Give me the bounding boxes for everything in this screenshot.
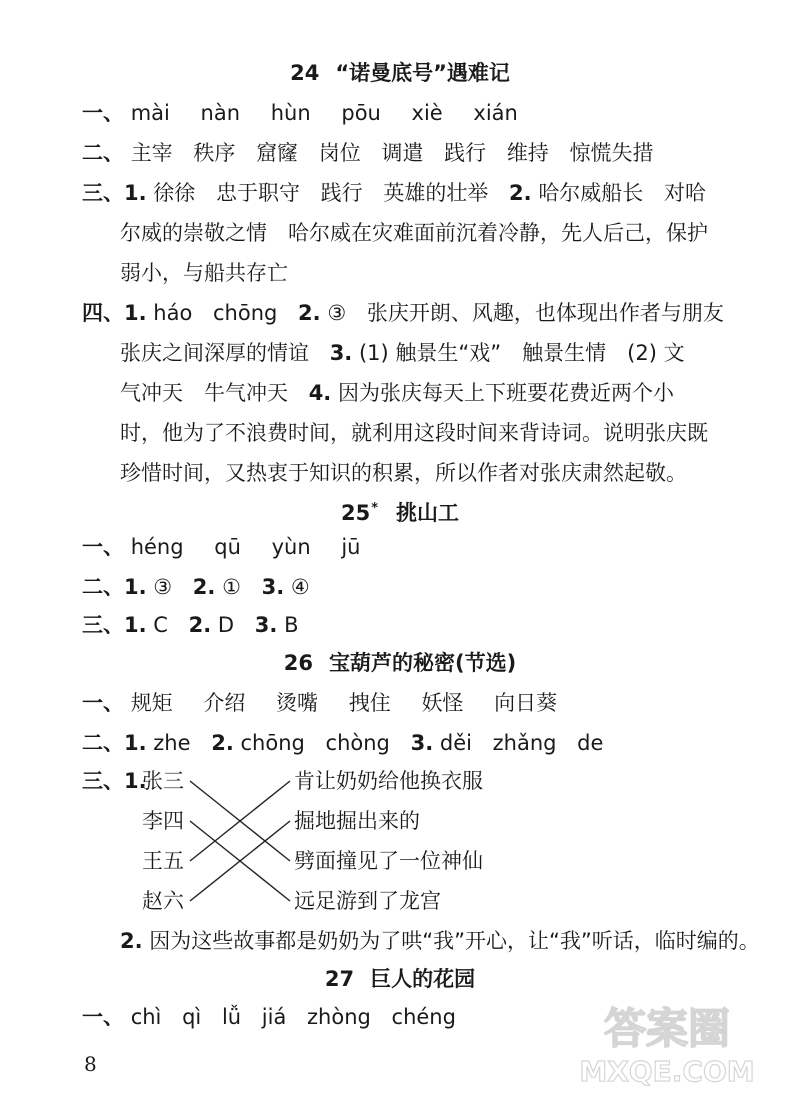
- answer-text: B: [284, 613, 299, 637]
- question-label: 一、: [82, 101, 124, 125]
- watermark-logo: [552, 993, 782, 1088]
- section-title-text: 宝葫芦的秘密(节选): [329, 651, 517, 675]
- section-27-title: [0, 964, 800, 994]
- item-number: 3.: [410, 731, 434, 755]
- item-number: 2.: [192, 575, 216, 599]
- pinyin-answer: chōng: [240, 731, 305, 755]
- pinyin-answer: xiè: [411, 101, 443, 125]
- svg-text:答案圈: 答案圈: [603, 1004, 731, 1053]
- pinyin-answer: chōng: [213, 301, 278, 325]
- pinyin-answer: xián: [473, 101, 518, 125]
- pinyin-answer: lǚ: [221, 1005, 242, 1029]
- word-answer: 拽住: [348, 691, 391, 715]
- item-number: 2.: [188, 613, 212, 637]
- pinyin-answer: nàn: [200, 101, 241, 125]
- answer-text: 英雄的壮举: [383, 181, 489, 205]
- match-left-item: 王五: [142, 849, 184, 873]
- s26-q3-item2: [120, 926, 760, 956]
- match-left-item: 张三: [142, 769, 184, 793]
- word-answer: 介绍: [203, 691, 246, 715]
- section-title-text: “诺曼底号”遇难记: [335, 61, 510, 85]
- pinyin-answer: héng: [130, 535, 184, 559]
- question-label: 三、: [82, 769, 124, 793]
- section-title-text: 挑山工: [396, 501, 460, 525]
- item-number: 1.: [124, 613, 147, 637]
- word-answer: 窟窿: [256, 141, 299, 165]
- pinyin-answer: qì: [182, 1005, 202, 1029]
- word-answer: 践行: [444, 141, 487, 165]
- s24-q4-cont4: 珍惜时间，又热衷于知识的积累，所以作者对张庆肃然起敬。: [120, 461, 687, 485]
- question-label: 一、: [82, 1005, 124, 1029]
- item-number: 3.: [261, 575, 285, 599]
- item-number: 2.: [509, 181, 532, 205]
- section-title-text: 巨人的花园: [370, 967, 476, 991]
- word-answer: 主宰: [130, 141, 173, 165]
- answer-text: 因为张庆每天上下班要花费近两个小: [337, 381, 674, 405]
- match-left-item: 赵六: [142, 889, 184, 913]
- word-answer: 规矩: [130, 691, 173, 715]
- answer-text: 因为这些故事都是奶奶为了哄“我”开心，让“我”听话，临时编的。: [149, 929, 760, 953]
- word-answer: 岗位: [318, 141, 361, 165]
- question-label: 二、: [82, 731, 124, 755]
- item-number: 1.: [124, 181, 147, 205]
- word-answer: 维持: [506, 141, 549, 165]
- item-number: 2.: [120, 929, 143, 953]
- match-right-item: 掘地掘出来的: [294, 809, 420, 833]
- question-label: 一、: [82, 691, 124, 715]
- pinyin-answer: pōu: [341, 101, 381, 125]
- match-right-item: 劈面撞见了一位神仙: [294, 849, 483, 873]
- section-number: 27: [324, 967, 355, 991]
- answer-text: 哈尔威船长: [538, 181, 644, 205]
- pinyin-answer: děi: [439, 731, 472, 755]
- pinyin-answer: zhǎng: [492, 731, 557, 755]
- item-number: 2.: [298, 301, 321, 325]
- answer-text: ④: [290, 575, 310, 599]
- item-number: 1.: [124, 575, 147, 599]
- pinyin-answer: zhe: [153, 731, 191, 755]
- s24-q3-cont1: 尔威的崇敬之情 哈尔威在灾难面前沉着冷静，先人后己，保护: [120, 221, 708, 245]
- s24-q3-cont2: 弱小，与船共存亡: [120, 261, 288, 285]
- answer-text: C: [153, 613, 168, 637]
- item-number: 3.: [254, 613, 278, 637]
- word-answer: 妖怪: [421, 691, 464, 715]
- word-answer: 烫嘴: [276, 691, 319, 715]
- answer-text: 对哈: [664, 181, 706, 205]
- item-number: 1.: [124, 301, 147, 325]
- word-answer: 调遣: [381, 141, 424, 165]
- pinyin-answer: jiá: [261, 1005, 287, 1029]
- item-number: 2.: [211, 731, 234, 755]
- word-answer: 惊慌失措: [569, 141, 654, 165]
- answer-text: 张庆之间深厚的情谊: [120, 341, 309, 365]
- page-number: 8: [84, 1052, 97, 1076]
- question-label: 四、: [82, 301, 124, 325]
- word-answer: 向日葵: [494, 691, 558, 715]
- optional-star-mark: *: [371, 501, 379, 516]
- item-number: 1.: [124, 769, 147, 793]
- question-label: 三、: [82, 613, 124, 637]
- pinyin-answer: háo: [153, 301, 193, 325]
- word-answer: 秩序: [193, 141, 236, 165]
- answer-text: ③: [327, 301, 347, 325]
- answer-text: 张庆开朗、风趣，也体现出作者与朋友: [366, 301, 724, 325]
- answer-text: 践行: [320, 181, 363, 205]
- item-number: 3.: [329, 341, 353, 365]
- pinyin-answer: chì: [130, 1005, 162, 1029]
- item-number: 4.: [308, 381, 332, 405]
- answer-text: (1) 触景生“戏” 触景生情 (2) 文: [358, 341, 685, 365]
- pinyin-answer: chéng: [391, 1005, 456, 1029]
- svg-text:MXQE.COM: MXQE.COM: [579, 1055, 755, 1088]
- pinyin-answer: chòng: [325, 731, 390, 755]
- section-number: 26: [283, 651, 314, 675]
- question-label: 三、: [82, 181, 124, 205]
- match-right-item: 远足游到了龙宫: [294, 889, 441, 913]
- question-label: 二、: [82, 141, 124, 165]
- pinyin-answer: jū: [341, 535, 361, 559]
- answer-text: D: [217, 613, 235, 637]
- pinyin-answer: hùn: [270, 101, 311, 125]
- s24-q4-cont3: 时，他为了不浪费时间，就利用这段时间来背诗词。说明张庆既: [120, 421, 708, 445]
- question-label: 一、: [82, 535, 124, 559]
- pinyin-answer: zhòng: [307, 1005, 371, 1029]
- pinyin-answer: de: [577, 731, 604, 755]
- answer-text: 忠于职守: [215, 181, 300, 205]
- pinyin-answer: mài: [130, 101, 170, 125]
- answer-text: 徐徐: [153, 181, 196, 205]
- section-number: 24: [290, 61, 320, 85]
- item-number: 1.: [124, 731, 147, 755]
- question-label: 二、: [82, 575, 124, 599]
- pinyin-answer: yùn: [271, 535, 311, 559]
- match-left-item: 李四: [142, 809, 184, 833]
- answer-text: ③: [153, 575, 173, 599]
- pinyin-answer: qū: [214, 535, 241, 559]
- answer-text: 气冲天 牛气冲天: [120, 381, 288, 405]
- answer-text: ①: [222, 575, 241, 599]
- section-number: 25: [340, 501, 371, 525]
- match-right-item: 肯让奶奶给他换衣服: [294, 769, 483, 793]
